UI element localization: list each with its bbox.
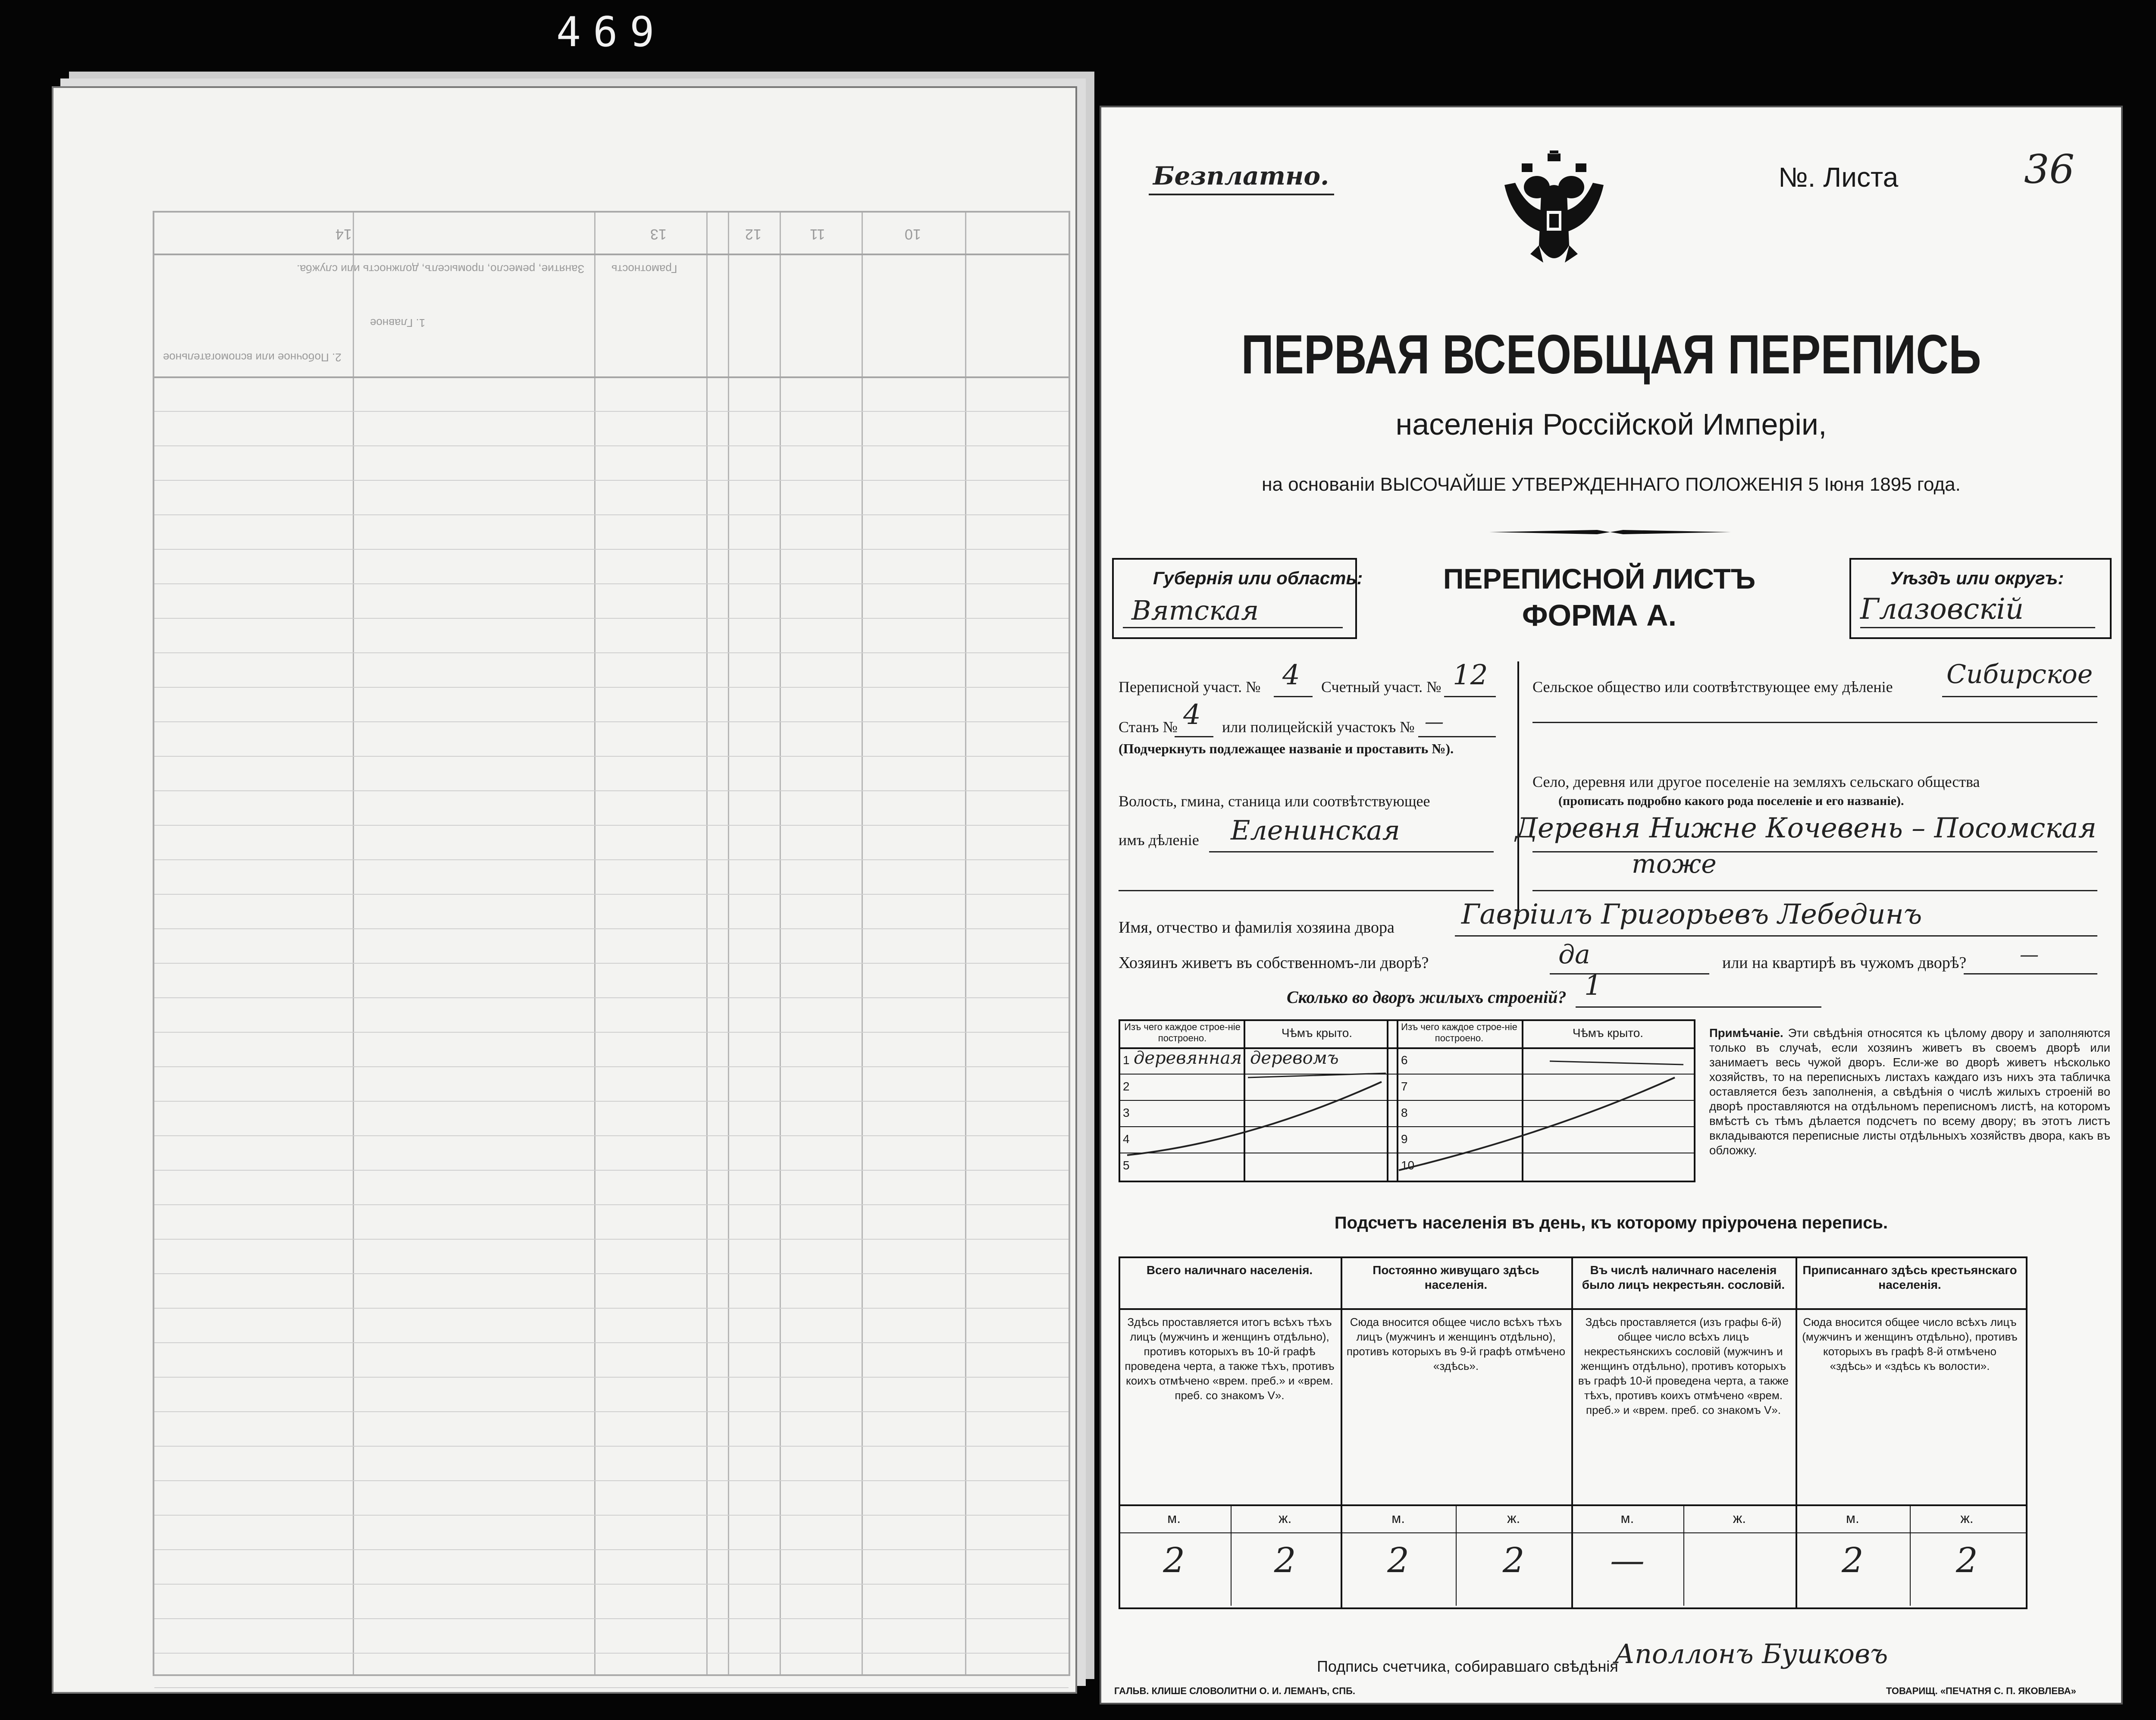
province-value: Вятская: [1131, 595, 1259, 626]
buildings-value: 1: [1584, 970, 1602, 1002]
population-col-desc: Здѣсь проставляется (изъ графы 6-й) общее число всѣхъ лицъ некрестьянскихъ сословій (мужчинъ и женщинъ отдѣльно), противъ которыхъ въ графѣ 10-й проведена черта, а также тѣхъ, противъ коихъ отмѣчено «врем. преб.» и «врем. преб. со знакомъ V».: [1578, 1316, 1789, 1416]
left-col13-number: 13: [650, 226, 667, 242]
police-label: или полицейскій участокъ №: [1222, 718, 1415, 736]
male-count: 2: [1842, 1540, 1864, 1580]
left-grid-row-line: [154, 1308, 1069, 1309]
left-grid-row-line: [154, 514, 1069, 515]
left-grid-row-line: [154, 1549, 1069, 1550]
female-label: ж.: [1960, 1510, 1974, 1526]
form-name: ФОРМА А.: [1522, 598, 1677, 632]
stan-value: 4: [1183, 699, 1201, 731]
male-count: 2: [1163, 1540, 1185, 1580]
left-grid-row-line: [154, 790, 1069, 791]
left-page-grid: [153, 211, 1070, 1676]
building-row-number: 9: [1401, 1132, 1408, 1146]
left-grid-row-line: [154, 1032, 1069, 1033]
census-title: ПЕРВАЯ ВСЕОБЩАЯ ПЕРЕПИСЬ: [1241, 324, 1981, 385]
left-grid-row-line: [154, 1066, 1069, 1067]
building-roof: деревомъ: [1250, 1048, 1339, 1068]
volost-label-1: Волость, гмина, станица или соотвѣтствующее: [1119, 793, 1430, 810]
population-col-title: Постоянно живущаго здѣсь населенія.: [1373, 1263, 1539, 1291]
left-grid-row-line: [154, 618, 1069, 619]
underline-note: (Подчеркнуть подлежащее названіе и проставить №).: [1119, 741, 1454, 756]
census-form-page: [1100, 106, 2123, 1704]
building-row-number: 1: [1123, 1053, 1130, 1067]
district-label: Уѣздъ или округъ:: [1890, 568, 2064, 588]
left-grid-row-line: [154, 549, 1069, 550]
population-col-desc: Сюда вносится общее число всѣхъ тѣхъ лицъ (мужчинъ и женщинъ отдѣльно), противъ которыхъ въ 9-й графѣ отмѣчено «здѣсь».: [1346, 1316, 1566, 1372]
owner-lives-label: Хозяинъ живетъ въ собственномъ-ли дворѣ?: [1119, 954, 1429, 972]
left-grid-row-line: [154, 1101, 1069, 1102]
population-col-title: Приписаннаго здѣсь крестьянскаго населенія.: [1802, 1263, 2017, 1291]
population-col-title: Всего наличнаго населенія.: [1146, 1263, 1313, 1277]
sheet-number-label: №. Листа: [1778, 162, 1899, 193]
village-value-1: Деревня Нижне Кочевень – Посомская: [1515, 812, 2096, 844]
owner-label: Имя, отчество и фамилія хозяина двора: [1119, 918, 1395, 937]
census-section-value: 4: [1282, 659, 1300, 691]
buildings-col-roof-2: Чѣмъ крыто.: [1572, 1026, 1644, 1040]
left-col14-sub1: 1. Главное: [370, 316, 426, 329]
left-col14-sub2: 2. Побочное или вспомогательное: [163, 351, 342, 364]
buildings-label: Сколько во дворъ жилыхъ строеній?: [1287, 987, 1567, 1007]
free-label: Безплатно.: [1153, 161, 1329, 191]
left-grid-row-line: [154, 1135, 1069, 1136]
female-count: 2: [1956, 1540, 1978, 1580]
volost-label-2: имъ дѣленіе: [1119, 831, 1199, 849]
counting-section-value: 12: [1453, 659, 1488, 691]
population-col-title: Въ числѣ наличнаго населенія было лицъ некрестьян. сословій.: [1582, 1263, 1785, 1291]
male-label: м.: [1391, 1510, 1405, 1526]
building-row-number: 4: [1123, 1132, 1130, 1146]
female-count: 2: [1274, 1540, 1296, 1580]
note-text: Эти свѣдѣнія относятся къ цѣлому двору и заполняются только въ случаѣ, если хозяинъ живетъ въ своемъ дворѣ или занимаетъ весь чужой дворъ. Если-же во дворѣ живетъ нѣсколько хозяйствъ, то на переписныхъ листахъ каждаго изъ нихъ эта табличка оставляется безъ заполненія, а свѣдѣнія о числѣ жилыхъ строеній во дворѣ проставляются на отдѣльномъ переписномъ листѣ, на которомъ вмѣстѣ съ тѣмъ дѣлается подсчетъ по всему двору; въ этотъ листъ вкладываются переписные листы отдѣльныхъ хозяйствъ двора, какъ въ обложку.: [1709, 1026, 2110, 1157]
left-grid-row-line: [154, 1170, 1069, 1171]
population-col-desc: Сюда вносится общее число всѣхъ лицъ (мужчинъ и женщинъ отдѣльно), противъ которыхъ въ графѣ 8-й отмѣчено «здѣсь» и «здѣсь къ волости».: [1802, 1316, 2018, 1372]
building-row-number: 7: [1401, 1080, 1408, 1093]
building-row-number: 6: [1401, 1053, 1408, 1067]
district-value: Глазовскій: [1860, 592, 2024, 626]
signature-value: Аполлонъ Бушковъ: [1614, 1638, 1888, 1670]
left-grid-row-line: [154, 756, 1069, 757]
village-value-2: тоже: [1632, 849, 1717, 879]
left-grid-row-line: [154, 411, 1069, 412]
left-grid-row-line: [154, 1204, 1069, 1205]
left-grid-row-line: [154, 1515, 1069, 1516]
left-grid-row-line: [154, 445, 1069, 446]
rural-society-value: Сибирское: [1946, 659, 2093, 689]
archive-number: 469: [556, 9, 667, 56]
owner-value: Гавріилъ Григорьевъ Лебединъ: [1461, 899, 1922, 930]
left-grid-row-line: [154, 894, 1069, 895]
left-grid-row-line: [154, 1342, 1069, 1343]
left-grid-row-line: [154, 1687, 1069, 1688]
building-material: деревянная: [1134, 1048, 1242, 1068]
building-row-number: 10: [1401, 1159, 1415, 1172]
sheet-number-value: 36: [2024, 146, 2075, 192]
buildings-col-material: Изъ чего каждое строе-ніе построено.: [1124, 1021, 1241, 1043]
buildings-col-material-2: Изъ чего каждое строе-ніе построено.: [1401, 1021, 1517, 1043]
building-row-number: 2: [1123, 1080, 1130, 1093]
rented-label: или на квартирѣ въ чужомъ дворѣ?: [1722, 954, 1967, 972]
male-count: —: [1610, 1540, 1645, 1580]
building-row-number: 3: [1123, 1106, 1130, 1119]
imperial-eagle-emblem: [1496, 146, 1612, 280]
left-grid-row-line: [154, 997, 1069, 998]
female-count: 2: [1502, 1540, 1525, 1580]
census-section-label: Переписной участ. №: [1119, 678, 1261, 696]
left-grid-row-line: [154, 1480, 1069, 1481]
decorative-divider: [1489, 529, 1731, 535]
rented-value: —: [2020, 944, 2039, 966]
stan-label: Станъ №: [1119, 718, 1178, 736]
left-grid-row-line: [154, 687, 1069, 688]
left-grid-row-line: [154, 1584, 1069, 1585]
rural-society-label: Сельское общество или соотвѣтствующее ему дѣленіе: [1532, 678, 1893, 696]
population-heading: Подсчетъ населенія въ день, къ которому пріурочена перепись.: [1334, 1213, 1888, 1232]
left-grid-row-line: [154, 583, 1069, 584]
left-col10-number: 10: [905, 226, 921, 242]
left-grid-row-line: [154, 859, 1069, 860]
village-label: Село, деревня или другое поселеніе на земляхъ сельскаго общества: [1532, 773, 1980, 790]
building-row-number: 8: [1401, 1106, 1408, 1119]
left-col11-number: 11: [810, 226, 825, 242]
left-grid-row-line: [154, 721, 1069, 722]
note-heading: Примѣчаніе.: [1709, 1026, 1783, 1040]
note-block: [1709, 1026, 2110, 1158]
left-col14-number: 14: [335, 226, 352, 242]
left-grid-row-line: [154, 1446, 1069, 1447]
left-page: [52, 86, 1077, 1694]
sheet-name: ПЕРЕПИСНОЙ ЛИСТЪ: [1443, 563, 1756, 595]
volost-value: Еленинская: [1231, 815, 1400, 846]
printer-right: ТОВАРИЩ. «ПЕЧАТНЯ С. П. ЯКОВЛЕВА»: [1886, 1686, 2076, 1696]
left-grid-row-line: [154, 1377, 1069, 1378]
male-label: м.: [1846, 1510, 1859, 1526]
police-value: —: [1425, 711, 1444, 733]
left-grid-row-line: [154, 928, 1069, 929]
female-label: ж.: [1279, 1510, 1292, 1526]
province-label: Губернія или область:: [1153, 568, 1363, 588]
village-note: (прописать подробно какого рода поселеніе и его названіе).: [1558, 794, 1904, 808]
building-row-number: 5: [1123, 1159, 1130, 1172]
left-grid-row-line: [154, 652, 1069, 653]
legal-basis: на основаніи ВЫСОЧАЙШЕ УТВЕРЖДЕННАГО ПОЛОЖЕНІЯ 5 Іюня 1895 года.: [1262, 474, 1961, 495]
left-grid-row-line: [154, 1618, 1069, 1619]
buildings-strike-lines: [1119, 1047, 1692, 1179]
left-grid-row-line: [154, 825, 1069, 826]
left-col14-title: Занятие, ремесло, промыселъ, должность или служба.: [297, 263, 585, 276]
owner-lives-value: да: [1558, 940, 1590, 970]
female-label: ж.: [1507, 1510, 1520, 1526]
left-grid-row-line: [154, 963, 1069, 964]
counting-section-label: Счетный участ. №: [1321, 678, 1442, 696]
population-col-desc: Здѣсь проставляется итогъ всѣхъ тѣхъ лицъ (мужчинъ и женщинъ отдѣльно), противъ которыхъ въ 10-й графѣ проведена черта, а также тѣхъ, противъ коихъ отмѣчено «врем. преб.» и «врем. преб. со знакомъ V».: [1125, 1316, 1335, 1402]
left-grid-row-line: [154, 1239, 1069, 1240]
left-grid-row-line: [154, 1653, 1069, 1654]
signature-label: Подпись счетчика, собиравшаго свѣдѣнія: [1317, 1657, 1618, 1675]
left-grid-row-line: [154, 480, 1069, 481]
left-grid-row-line: [154, 1273, 1069, 1274]
census-subtitle: населенія Россійской Имперіи,: [1395, 407, 1827, 441]
left-col12-number: 12: [745, 226, 761, 242]
male-label: м.: [1620, 1510, 1634, 1526]
left-grid-row-line: [154, 1411, 1069, 1412]
female-label: ж.: [1733, 1510, 1746, 1526]
printer-left: ГАЛЬВ. КЛИШЕ СЛОВОЛИТНИ О. И. ЛЕМАНЪ, СПБ.: [1114, 1686, 1356, 1696]
left-col13-title: Грамотность: [611, 263, 677, 276]
buildings-col-roof: Чѣмъ крыто.: [1281, 1026, 1353, 1040]
male-count: 2: [1387, 1540, 1410, 1580]
fields-divider: [1517, 661, 1519, 916]
male-label: м.: [1167, 1510, 1181, 1526]
